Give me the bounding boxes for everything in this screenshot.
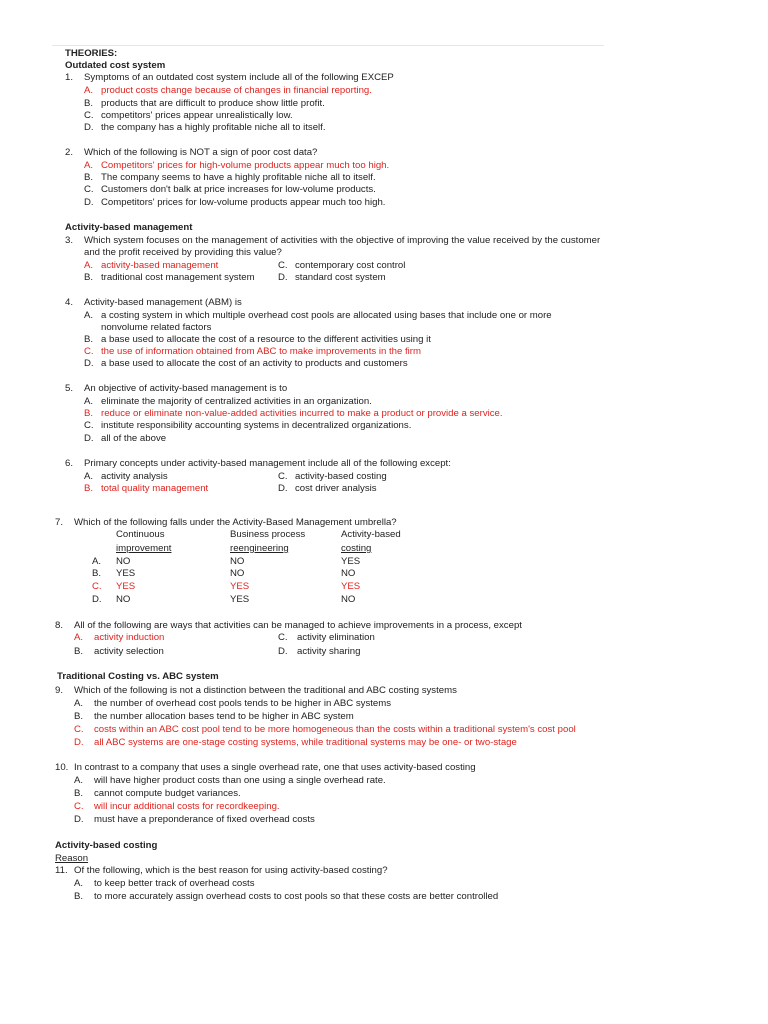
question-number: 5. (65, 383, 74, 394)
question-text: Symptoms of an outdated cost system include all of the following EXCEP (84, 72, 394, 83)
heading-activity-based-costing: Activity-based costing (55, 840, 158, 851)
choice-letter: C. (84, 184, 94, 195)
row-letter: B. (92, 568, 102, 579)
choice-text: all of the above (101, 433, 167, 444)
choice-text: eliminate the majority of centralized activities in an organization. (101, 396, 372, 407)
row-value: YES (116, 581, 136, 592)
question-number: 11. (55, 865, 68, 876)
choice-text: cost driver analysis (295, 483, 377, 494)
choice-letter: C. (74, 724, 84, 735)
question-text: Which of the following is NOT a sign of poor cost data? (84, 147, 318, 158)
choice-text: activity elimination (297, 632, 375, 643)
choice-text: the number allocation bases tend to be higher in ABC system (94, 711, 354, 722)
choice-letter: A. (84, 260, 94, 271)
row-letter: A. (92, 556, 102, 567)
choice-letter: B. (84, 334, 94, 345)
row-value: NO (341, 594, 356, 605)
choice-letter: D. (74, 737, 84, 748)
question-number: 7. (55, 517, 64, 528)
choice-text: the company has a highly profitable niche all to itself. (101, 122, 326, 133)
question-text: An objective of activity-based management is to (84, 383, 288, 394)
question-text: All of the following are ways that activities can be managed to achieve improvements in a process, except (74, 620, 522, 631)
heading-theories: THEORIES: (65, 48, 118, 59)
question-text: Activity-based management (ABM) is (84, 297, 242, 308)
choice-letter: B. (74, 891, 84, 902)
column-header-underlined: costing (341, 543, 372, 554)
choice-text: the number of overhead cost pools tends to be higher in ABC systems (94, 698, 392, 709)
row-letter: C. (92, 581, 102, 592)
choice-text: standard cost system (295, 272, 386, 283)
choice-text: will incur additional costs for recordkeeping. (94, 801, 280, 812)
choice-text: a base used to allocate the cost of an activity to products and customers (101, 358, 408, 369)
choice-text: institute responsibility accounting systems in decentralized organizations. (101, 420, 412, 431)
question-number: 9. (55, 685, 64, 696)
choice-letter: D. (84, 122, 94, 133)
question-text-continued: and the profit received by providing this value? (84, 247, 282, 258)
choice-text: to more accurately assign overhead costs to cost pools so that these costs are better controlled (94, 891, 499, 902)
question-text: Which of the following falls under the Activity-Based Management umbrella? (74, 517, 397, 528)
question-text: Which of the following is not a distinction between the traditional and ABC costing systems (74, 685, 457, 696)
choice-letter: B. (74, 711, 84, 722)
question-number: 8. (55, 620, 64, 631)
choice-text: activity induction (94, 632, 165, 643)
choice-text: must have a preponderance of fixed overhead costs (94, 814, 315, 825)
choice-text: activity analysis (101, 471, 168, 482)
choice-letter: A. (84, 85, 94, 96)
row-value: NO (230, 568, 245, 579)
choice-text: reduce or eliminate non-value-added activities incurred to make a product or provide a service. (101, 408, 503, 419)
choice-letter: A. (84, 160, 94, 171)
choice-letter: A. (74, 878, 84, 889)
question-number: 1. (65, 72, 74, 83)
row-value: YES (230, 581, 250, 592)
choice-letter: A. (84, 310, 94, 321)
column-header: Business process (230, 529, 306, 540)
row-value: YES (230, 594, 250, 605)
question-text: Of the following, which is the best reason for using activity-based costing? (74, 865, 388, 876)
row-letter: D. (92, 594, 102, 605)
choice-letter: D. (74, 814, 84, 825)
choice-letter: B. (84, 172, 94, 183)
choice-letter: D. (84, 433, 94, 444)
row-value: YES (116, 568, 136, 579)
choice-letter: B. (74, 788, 84, 799)
choice-text: costs within an ABC cost pool tend to be more homogeneous than the costs within a traditional system's cost pool (94, 724, 576, 735)
choice-letter: C. (84, 420, 94, 431)
question-text: Which system focuses on the management of activities with the objective of improving the value received by the customer (84, 235, 601, 246)
choice-text: Customers don't balk at price increases for low-volume products. (101, 184, 376, 195)
choice-text: contemporary cost control (295, 260, 406, 271)
choice-letter: A. (74, 632, 84, 643)
choice-text: a costing system in which multiple overhead cost pools are allocated using bases that include one or more (101, 310, 552, 321)
heading-outdated-cost-system: Outdated cost system (65, 60, 166, 71)
choice-letter: C. (278, 260, 288, 271)
choice-text-continued: nonvolume related factors (101, 322, 212, 333)
choice-letter: B. (84, 408, 94, 419)
choice-text: activity-based costing (295, 471, 387, 482)
choice-text: products that are difficult to produce show little profit. (101, 98, 325, 109)
row-value: NO (116, 594, 131, 605)
column-header-underlined: reengineering (230, 543, 289, 554)
question-number: 10. (55, 762, 69, 773)
choice-text: all ABC systems are one-stage costing systems, while traditional systems may be one- or two-stage (94, 737, 517, 748)
row-value: YES (341, 556, 361, 567)
choice-text: total quality management (101, 483, 209, 494)
question-text: In contrast to a company that uses a single overhead rate, one that uses activity-based costing (74, 762, 476, 773)
choice-letter: B. (84, 483, 94, 494)
question-text: Primary concepts under activity-based management include all of the following except: (84, 458, 451, 469)
choice-letter: B. (84, 272, 94, 283)
choice-text: the use of information obtained from ABC to make improvements in the firm (101, 346, 421, 357)
choice-text: to keep better track of overhead costs (94, 878, 255, 889)
choice-text: activity selection (94, 646, 164, 657)
heading-reason: Reason (55, 853, 89, 864)
choice-letter: A. (74, 775, 84, 786)
choice-letter: D. (278, 272, 288, 283)
choice-text: cannot compute budget variances. (94, 788, 241, 799)
question-number: 4. (65, 297, 74, 308)
column-header: Continuous (116, 529, 165, 540)
heading-traditional-vs-abc: Traditional Costing vs. ABC system (57, 671, 219, 682)
choice-text: activity sharing (297, 646, 361, 657)
choice-text: Competitors' prices for high-volume products appear much too high. (101, 160, 390, 171)
choice-letter: D. (84, 197, 94, 208)
heading-activity-based-management: Activity-based management (65, 222, 193, 233)
choice-text: traditional cost management system (101, 272, 255, 283)
row-value: NO (116, 556, 131, 567)
row-value: NO (230, 556, 245, 567)
choice-letter: C. (84, 346, 94, 357)
question-number: 3. (65, 235, 74, 246)
choice-text: The company seems to have a highly profitable niche all to itself. (101, 172, 376, 183)
choice-letter: D. (278, 483, 288, 494)
row-value: YES (341, 581, 361, 592)
choice-text: will have higher product costs than one using a single overhead rate. (94, 775, 386, 786)
row-value: NO (341, 568, 356, 579)
choice-letter: D. (278, 646, 288, 657)
choice-letter: C. (278, 632, 288, 643)
choice-letter: D. (84, 358, 94, 369)
choice-text: Competitors' prices for low-volume products appear much too high. (101, 197, 386, 208)
choice-letter: B. (84, 98, 94, 109)
choice-letter: B. (74, 646, 84, 657)
choice-text: a base used to allocate the cost of a resource to the different activities using it (101, 334, 431, 345)
question-number: 2. (65, 147, 74, 158)
choice-letter: C. (278, 471, 288, 482)
choice-text: product costs change because of changes in financial reporting. (101, 85, 372, 96)
choice-letter: C. (74, 801, 84, 812)
page-top-rule (52, 45, 604, 46)
choice-letter: A. (84, 396, 94, 407)
choice-text: activity-based management (101, 260, 219, 271)
choice-text: competitors' prices appear unrealistically low. (101, 110, 293, 121)
choice-letter: C. (84, 110, 94, 121)
question-number: 6. (65, 458, 74, 469)
choice-letter: A. (74, 698, 84, 709)
choice-letter: A. (84, 471, 94, 482)
column-header-underlined: improvement (116, 543, 172, 554)
column-header: Activity-based (341, 529, 401, 540)
